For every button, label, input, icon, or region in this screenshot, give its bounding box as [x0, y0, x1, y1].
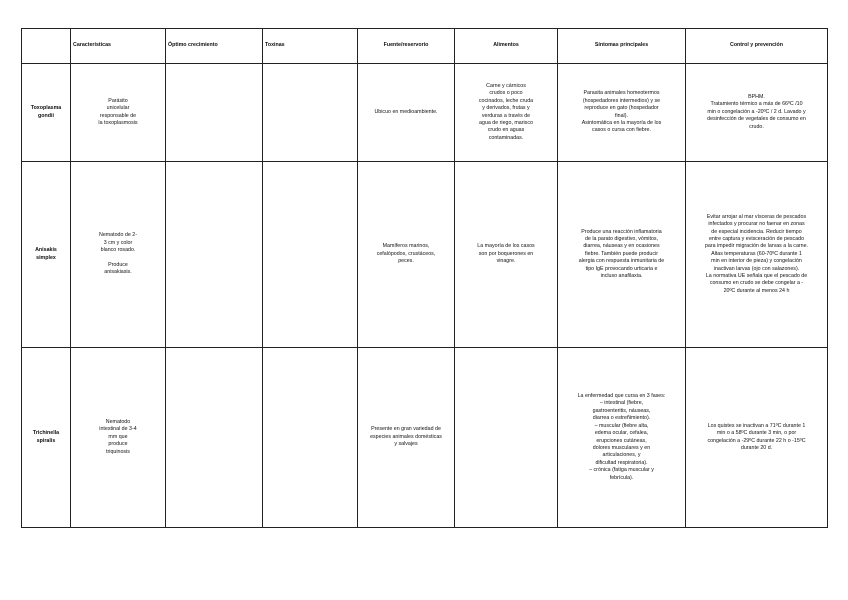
optimo-cell — [166, 162, 263, 348]
header-control-prevencion: Control y prevención — [686, 29, 828, 64]
toxinas-cell — [263, 64, 358, 162]
header-caracteristicas: Características — [71, 29, 166, 64]
fuente-cell: Mamíferos marinos, cefalópodos, crustáceos, peces. — [358, 162, 455, 348]
sintomas-intro: La enfermedad que cursa en 3 fases: — [577, 393, 666, 400]
header-blank — [22, 29, 71, 64]
alimentos-cell: Carne y cárnicos crudos o poco cocinados, leche cruda y derivados, frutas y verduras a través de agua de riego, marisco crudo en aguas contaminadas. — [455, 64, 558, 162]
table-row-trichinella — [22, 348, 828, 528]
header-sintomas: Síntomas principales — [558, 29, 686, 64]
list-item: – muscular (fiebre alta, edema ocular, cefalea, erupciones cutáneas, dolores musculares y en articulaciones, y dificultad respiratoria). — [592, 422, 651, 466]
control-cell: Evitar arrojar al mar vísceras de pescados infectados y procurar no faenar en zonas de especial incidencia. Reducir tiempo entre captura y evisceración de pescado para impedir migración de larvas a la carne. Altas temperaturas (60-70ºC durante 1 min en interior de pieza) y congelación inactivan larvas (ojo con salazones). La normativa UE señala que el pescado de consumo en crudo se debe congelar a - 20ºC durante al menos 24 h — [686, 162, 828, 348]
fuente-cell: Ubicuo en medioambiente. — [358, 64, 455, 162]
organism-name: Trichinella spiralis — [22, 348, 71, 528]
fuente-cell: Presente en gran variedad de especies animales domésticas y salvajes — [358, 348, 455, 528]
toxinas-cell — [263, 348, 358, 528]
optimo-cell — [166, 64, 263, 162]
caracteristicas-cell: Nematodo de 2- 3 cm y color blanco rosado. Produce anisakiasis. — [71, 162, 166, 348]
toxinas-cell — [263, 162, 358, 348]
organism-name: Anisakis simplex — [22, 162, 71, 348]
header-optimo-crecimiento: Óptimo crecimiento — [166, 29, 263, 64]
list-item: – crónica (fatiga muscular y febrícula). — [589, 467, 654, 481]
pathogen-table — [21, 28, 828, 528]
list-item: – intestinal (fiebre, gastroenteritis, náuseas, diarrea o estreñimiento). — [592, 400, 651, 422]
optimo-cell — [166, 348, 263, 528]
header-fuente-reservorio: Fuente/reservorio — [358, 29, 455, 64]
table-row-anisakis — [22, 162, 828, 348]
caracteristicas-cell: Parásito unicelular responsable de la toxoplasmosis — [71, 64, 166, 162]
control-cell: BPHM. Tratamiento térmico a más de 66ºC /10 min o congelación a -20ºC / 2 d. Lavado y desinfección de vegetales de consumo en crudo. — [686, 64, 828, 162]
table-row-toxoplasma — [22, 64, 828, 162]
organism-name: Toxoplasma gondii — [22, 64, 71, 162]
sintomas-cell — [558, 348, 686, 528]
caracteristicas-cell: Nematodo intestinal de 3-4 mm que produce triquinosis — [71, 348, 166, 528]
alimentos-cell — [455, 348, 558, 528]
sintomas-cell: Produce una reacción inflamatoria de la parato digestivo, vómitos, diarrea, náuseas y en ocasiones fiebre. También puede producir alergia con respuesta inmunitaria de tipo IgE provocando urticaria e incluso anafilaxia. — [558, 162, 686, 348]
alimentos-cell: La mayoría de los casos son por boquerones en vinagre. — [455, 162, 558, 348]
sintomas-cell: Parasita animales homeotermos (hospedadores intermedios) y se reproduce en gato (hospedador final). Asintomática en la mayoría de los casos o cursa con fiebre. — [558, 64, 686, 162]
control-cell: Los quistes se inactivan a 71ºC durante 1 min o a 58ºC durante 3 min, o por congelación a -29ºC durante 22 h o -15ºC durante 20 d. — [686, 348, 828, 528]
header-row — [22, 29, 828, 64]
header-toxinas: Toxinas — [263, 29, 358, 64]
header-alimentos: Alimentos — [455, 29, 558, 64]
phase-list — [560, 400, 683, 481]
